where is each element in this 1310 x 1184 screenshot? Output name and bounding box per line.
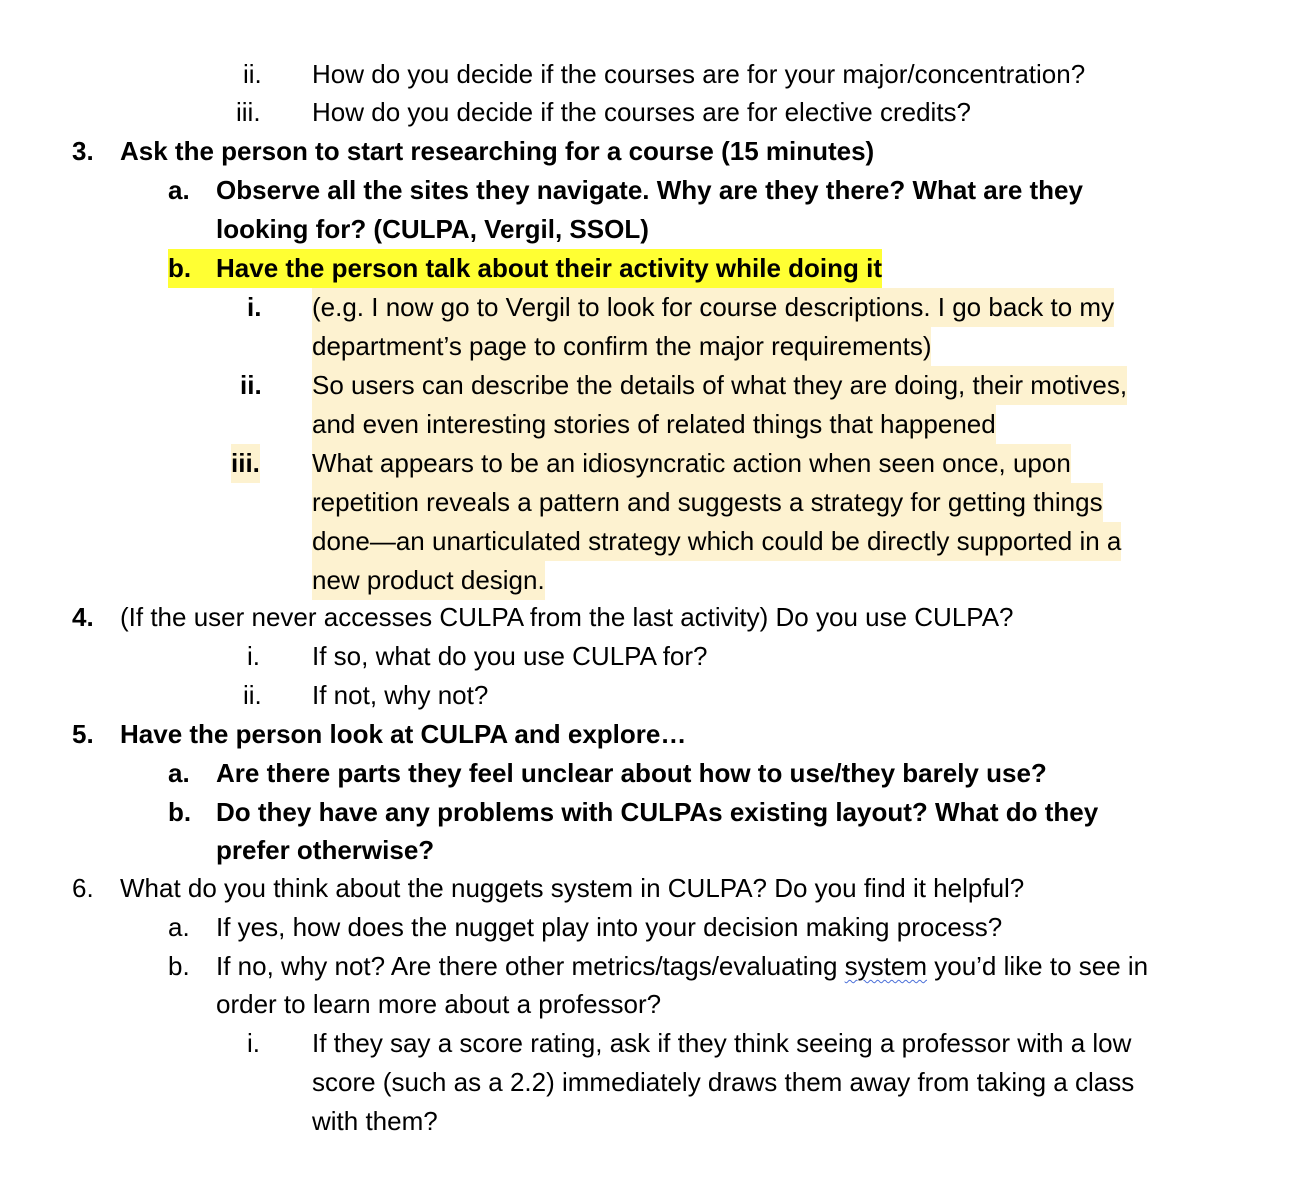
highlighted-text: So users can describe the details of what they are doing, their motives, <box>312 366 1127 405</box>
list-item-text: If so, what do you use CULPA for? <box>312 641 708 671</box>
list-marker: ii. <box>243 59 262 89</box>
list-item-text: (If the user never accesses CULPA from the last activity) Do you use CULPA? <box>120 602 1014 632</box>
list-marker: a. <box>168 758 190 788</box>
list-item-text: prefer otherwise? <box>216 835 435 865</box>
list-item-text: If not, why not? <box>312 680 489 710</box>
text-segment: you’d like to see in <box>927 951 1149 981</box>
list-marker: ii. <box>240 370 262 400</box>
list-item-text: Do they have any problems with CULPAs existing layout? What do they <box>216 797 1099 827</box>
highlighted-text: Have the person talk about their activity while doing it <box>216 249 882 288</box>
list-item-text: Observe all the sites they navigate. Why are they there? What are they <box>216 175 1083 205</box>
list-marker: 6. <box>72 873 94 903</box>
list-marker: 3. <box>72 136 94 166</box>
spellcheck-flagged-word[interactable]: system <box>844 951 928 981</box>
highlighted-text: done—an unarticulated strategy which could be directly supported in a <box>312 522 1121 561</box>
list-item-text: If they say a score rating, ask if they think seeing a professor with a low <box>312 1028 1132 1058</box>
list-item-text: If yes, how does the nugget play into your decision making process? <box>216 912 1003 942</box>
highlighted-text: repetition reveals a pattern and suggests a strategy for getting things <box>312 483 1103 522</box>
list-marker: a. <box>168 912 190 942</box>
list-marker: i. <box>247 292 262 322</box>
highlighted-text: (e.g. I now go to Vergil to look for course descriptions. I go back to my <box>312 288 1114 327</box>
list-marker: iii. <box>231 444 260 483</box>
list-item-text: with them? <box>312 1106 438 1136</box>
list-marker: a. <box>168 175 190 205</box>
list-item-text: How do you decide if the courses are for your major/concentration? <box>312 59 1086 89</box>
list-item-text: Are there parts they feel unclear about how to use/they barely use? <box>216 758 1047 788</box>
list-marker: i. <box>247 1028 260 1058</box>
list-marker: b. <box>168 249 216 288</box>
list-item-text: order to learn more about a professor? <box>216 989 662 1019</box>
highlighted-text: and even interesting stories of related things that happened <box>312 405 996 444</box>
highlighted-text: new product design. <box>312 561 545 600</box>
list-item-text: How do you decide if the courses are for elective credits? <box>312 97 972 127</box>
list-item-text: Ask the person to start researching for a course (15 minutes) <box>120 136 875 166</box>
list-item-text: score (such as a 2.2) immediately draws them away from taking a class <box>312 1067 1135 1097</box>
list-marker: ii. <box>243 680 262 710</box>
highlighted-text: What appears to be an idiosyncratic action when seen once, upon <box>312 444 1071 483</box>
list-marker: 4. <box>72 602 94 632</box>
list-marker: i. <box>247 641 260 671</box>
list-item-text: looking for? (CULPA, Vergil, SSOL) <box>216 214 649 244</box>
highlighted-text: department’s page to confirm the major requirements) <box>312 327 931 366</box>
text-segment: If no, why not? Are there other metrics/tags/evaluating <box>216 951 845 981</box>
list-marker: b. <box>168 797 192 827</box>
list-item-text: What do you think about the nuggets system in CULPA? Do you find it helpful? <box>120 873 1025 903</box>
list-item-text <box>216 947 1148 986</box>
list-marker: b. <box>168 951 190 981</box>
list-item-text: Have the person look at CULPA and explore… <box>120 719 687 749</box>
list-marker: 5. <box>72 719 94 749</box>
list-marker: iii. <box>236 97 261 127</box>
